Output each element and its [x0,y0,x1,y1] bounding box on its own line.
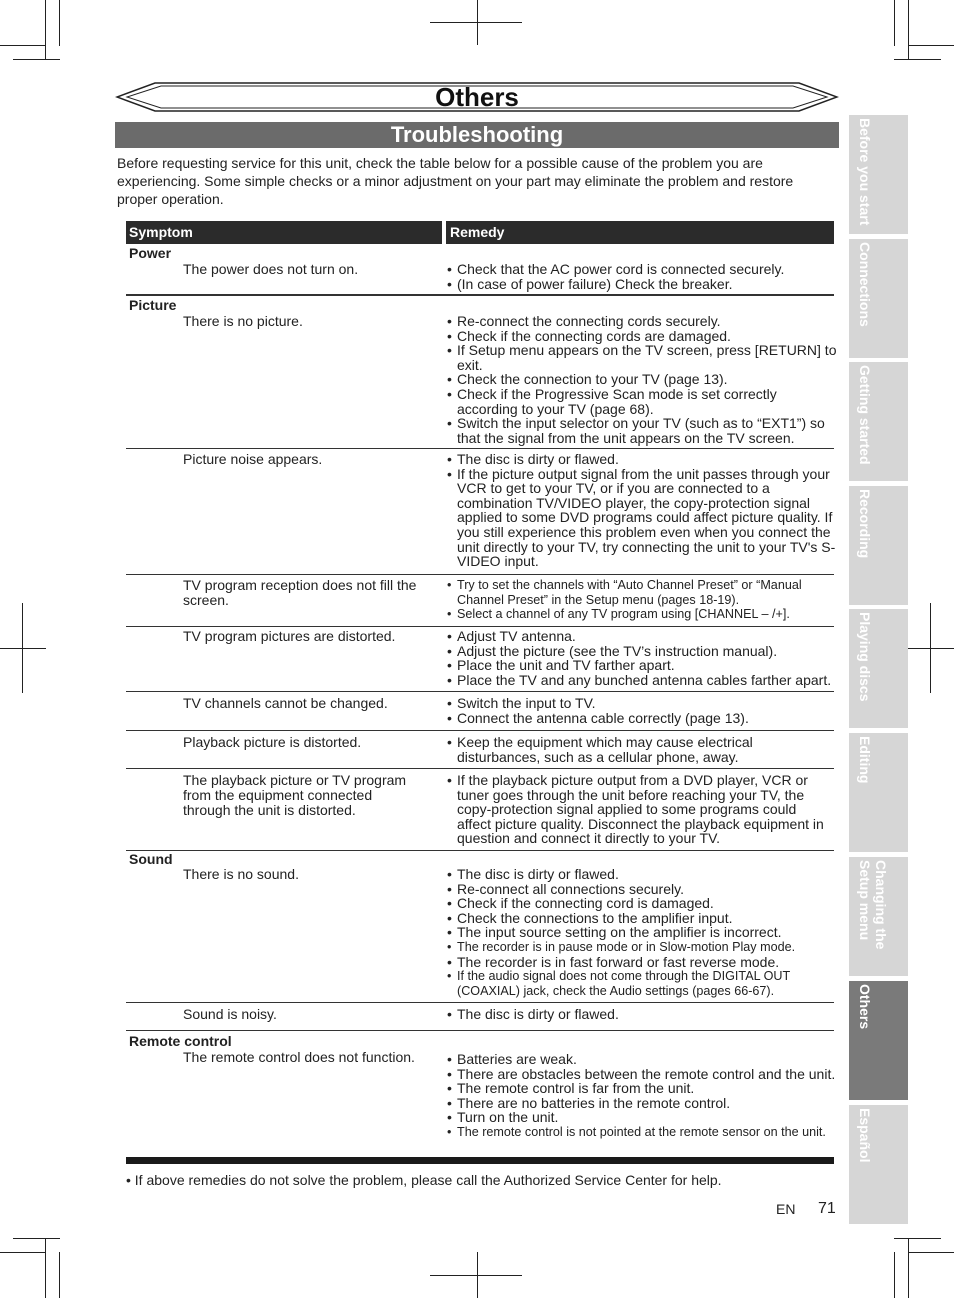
remedy-item: • Batteries are weak. [447,1052,837,1067]
remedy-item: • Check if the connecting cord is damaged. [447,896,837,911]
crop-mark [13,1238,60,1239]
language-code: EN [776,1201,796,1217]
remedy-item: • The input source setting on the amplifier is incorrect. [447,925,837,940]
side-tab-connections[interactable] [849,239,908,358]
crop-mark [894,0,895,46]
remedy-item: • Check that the AC power cord is connected securely. [447,262,837,277]
row-divider [126,691,834,692]
table-bottom-rule [126,1157,834,1164]
remedy-item: • Turn on the unit. [447,1110,837,1125]
crop-mark [477,0,478,45]
intro-text: Before requesting service for this unit, check the table below for a possible cause of the problem you are experiencing. Some simple checks or a minor adjustment on your part may eliminate the problem and restore proper operation. [117,155,794,207]
remedy-item: • Connect the antenna cable correctly (page 13). [447,711,837,726]
side-tab-others[interactable] [849,981,908,1100]
symptom-text: The playback picture or TV program from the equipment connected through the unit is distorted. [183,772,407,818]
side-tab-editing[interactable] [849,733,908,852]
row-divider [126,1002,834,1003]
side-tab-label: Getting started [857,365,873,465]
remedy-list [447,578,837,622]
crop-mark [0,1252,46,1253]
remedy-list [447,735,837,764]
remedy-item: • Adjust TV antenna. [447,629,837,644]
side-tab-label: Others [857,984,873,1030]
remedy-item: • There are obstacles between the remote control and the unit. [447,1067,837,1082]
row-divider [126,294,834,296]
remedy-item: • Adjust the picture (see the TV’s instruction manual). [447,644,837,659]
row-divider [126,850,834,851]
crop-mark [908,45,954,46]
side-tab-espanol[interactable] [849,1105,908,1224]
remedy-item: • Select a channel of any TV program using [CHANNEL – /+]. [447,607,837,622]
page-number: 71 [818,1200,836,1217]
remedy-item: • The recorder is in fast forward or fast reverse mode. [447,955,837,970]
remedy-item: • (In case of power failure) Check the breaker. [447,277,837,292]
crop-mark [59,1252,60,1298]
symptom-text: The remote control does not function. [183,1049,415,1065]
symptom-text: Playback picture is distorted. [183,734,362,750]
remedy-item: • If the picture output signal from the unit passes through your VCR to get to your TV, or if you are connected to a combination TV/VIDEO player, the copy-protection signal applied to some DVD programs could affect picture quality. If you still experience this problem even when you connect the unit directly to your TV, try connecting the unit to your TV's S-VIDEO input. [447,467,837,569]
crop-mark [45,1238,46,1298]
side-tab-changing-setup-menu[interactable] [849,857,908,976]
symptom-text: Picture noise appears. [183,451,323,467]
symptom-text: There is no picture. [183,313,303,329]
crop-mark [908,1252,954,1253]
remedy-item: • Check if the connecting cords are damaged. [447,329,837,344]
remedy-item: • If the playback picture output from a DVD player, VCR or tuner goes through the unit before reaching your TV, the copy-protection signal applied to some programs could affect picture quality. Disconnect the playback equipment in question and connect it directly to your TV. [447,773,825,846]
remedy-list [447,1052,837,1140]
side-tab-label: Recording [857,489,873,559]
remedy-list [447,696,837,725]
crop-mark [894,1252,895,1298]
row-divider [126,574,834,575]
category-picture: Picture [129,297,177,313]
row-divider [126,448,834,449]
symptom-text: There is no sound. [183,866,299,882]
row-divider [126,768,834,769]
crop-mark [0,45,46,46]
remedy-item: • The recorder is in pause mode or in Slow-motion Play mode. [447,940,837,955]
category-remote-control: Remote control [129,1033,232,1049]
remedy-list [447,314,837,445]
crop-mark [930,603,931,693]
side-tab-label: Español [857,1108,873,1163]
crop-mark [45,0,46,60]
section-title: Others [435,82,519,112]
remedy-item: • If the audio signal does not come through the DIGITAL OUT (COAXIAL) jack, check the Audio settings (pages 66-67). [447,969,837,998]
remedy-item: • The disc is dirty or flawed. [447,867,837,882]
symptom-text: Sound is noisy. [183,1006,277,1022]
remedy-item: • The remote control is far from the unit. [447,1081,837,1096]
crop-mark [908,1238,909,1298]
row-divider [126,626,834,627]
crop-mark [477,1252,478,1298]
symptom-text: TV program reception does not fill the screen. [183,577,417,608]
remedy-item: • The remote control is not pointed at the remote sensor on the unit. [447,1125,837,1140]
remedy-item: • Try to set the channels with “Auto Channel Preset” or “Manual Channel Preset” in the Setup menu (pages 18-19). [447,578,837,607]
remedy-item: • Place the TV and any bunched antenna cables farther apart. [447,673,837,688]
row-divider [126,730,834,731]
crop-mark [13,59,60,60]
remedy-item: • Check the connections to the amplifier input. [447,911,837,926]
remedy-item: • If Setup menu appears on the TV screen, press [RETURN] to exit. [447,343,837,372]
remedy-list [447,262,837,291]
side-tab-recording[interactable] [849,486,908,605]
remedy-item: • The disc is dirty or flawed. [447,452,837,467]
side-tab-label: Playing discs [857,612,873,702]
side-tab-getting-started[interactable] [849,362,908,481]
side-tab-playing-discs[interactable] [849,609,908,728]
remedy-list [447,867,837,998]
category-power: Power [129,245,172,261]
side-tab-label: Editing [857,736,873,784]
remedy-list [447,629,837,687]
remedy-list [447,1007,837,1022]
row-divider [126,1030,834,1031]
remedy-item: • Check the connection to your TV (page 13). [447,372,837,387]
category-sound: Sound [129,851,173,867]
remedy-item: • Place the unit and TV farther apart. [447,658,837,673]
remedy-item: • Keep the equipment which may cause electrical disturbances, such as a cellular phone, away. [447,735,837,764]
crop-mark [894,59,941,60]
crop-mark [430,22,522,23]
symptom-text: TV channels cannot be changed. [183,695,388,711]
footnote-text: If above remedies do not solve the problem, please call the Authorized Service Center for help. [134,1172,722,1188]
remedy-item: • There are no batteries in the remote control. [447,1096,837,1111]
remedy-item: • Re-connect the connecting cords securely. [447,314,837,329]
remedy-item: • Switch the input selector on your TV (such as to “EXT1”) so that the signal from the unit appears on the TV screen. [447,416,837,445]
remedy-item: • Check if the Progressive Scan mode is set correctly according to your TV (page 68). [447,387,837,416]
remedy-item: • The disc is dirty or flawed. [447,1007,837,1022]
symptom-header: Symptom [126,221,442,244]
crop-mark [908,648,954,649]
side-tab-label: Before you start [857,118,873,226]
symptom-text: TV program pictures are distorted. [183,628,396,644]
crop-mark [430,1275,522,1276]
page-title: Troubleshooting [390,122,564,147]
footnote: • If above remedies do not solve the problem, please call the Authorized Service Center for help. [126,1172,722,1188]
remedy-list [447,773,825,846]
remedy-item: • Switch the input to TV. [447,696,837,711]
side-tab-label: Changing the Setup menu [857,860,889,950]
crop-mark [59,0,60,46]
side-tab-before-you-start[interactable] [849,115,908,234]
crop-mark [0,648,46,649]
crop-mark [22,603,23,693]
crop-mark [908,0,909,60]
remedy-list [447,452,837,569]
remedy-header: Remedy [446,221,834,244]
symptom-text: The power does not turn on. [183,261,359,277]
side-tab-label: Connections [857,242,873,327]
remedy-item: • Re-connect all connections securely. [447,882,837,897]
crop-mark [894,1238,941,1239]
